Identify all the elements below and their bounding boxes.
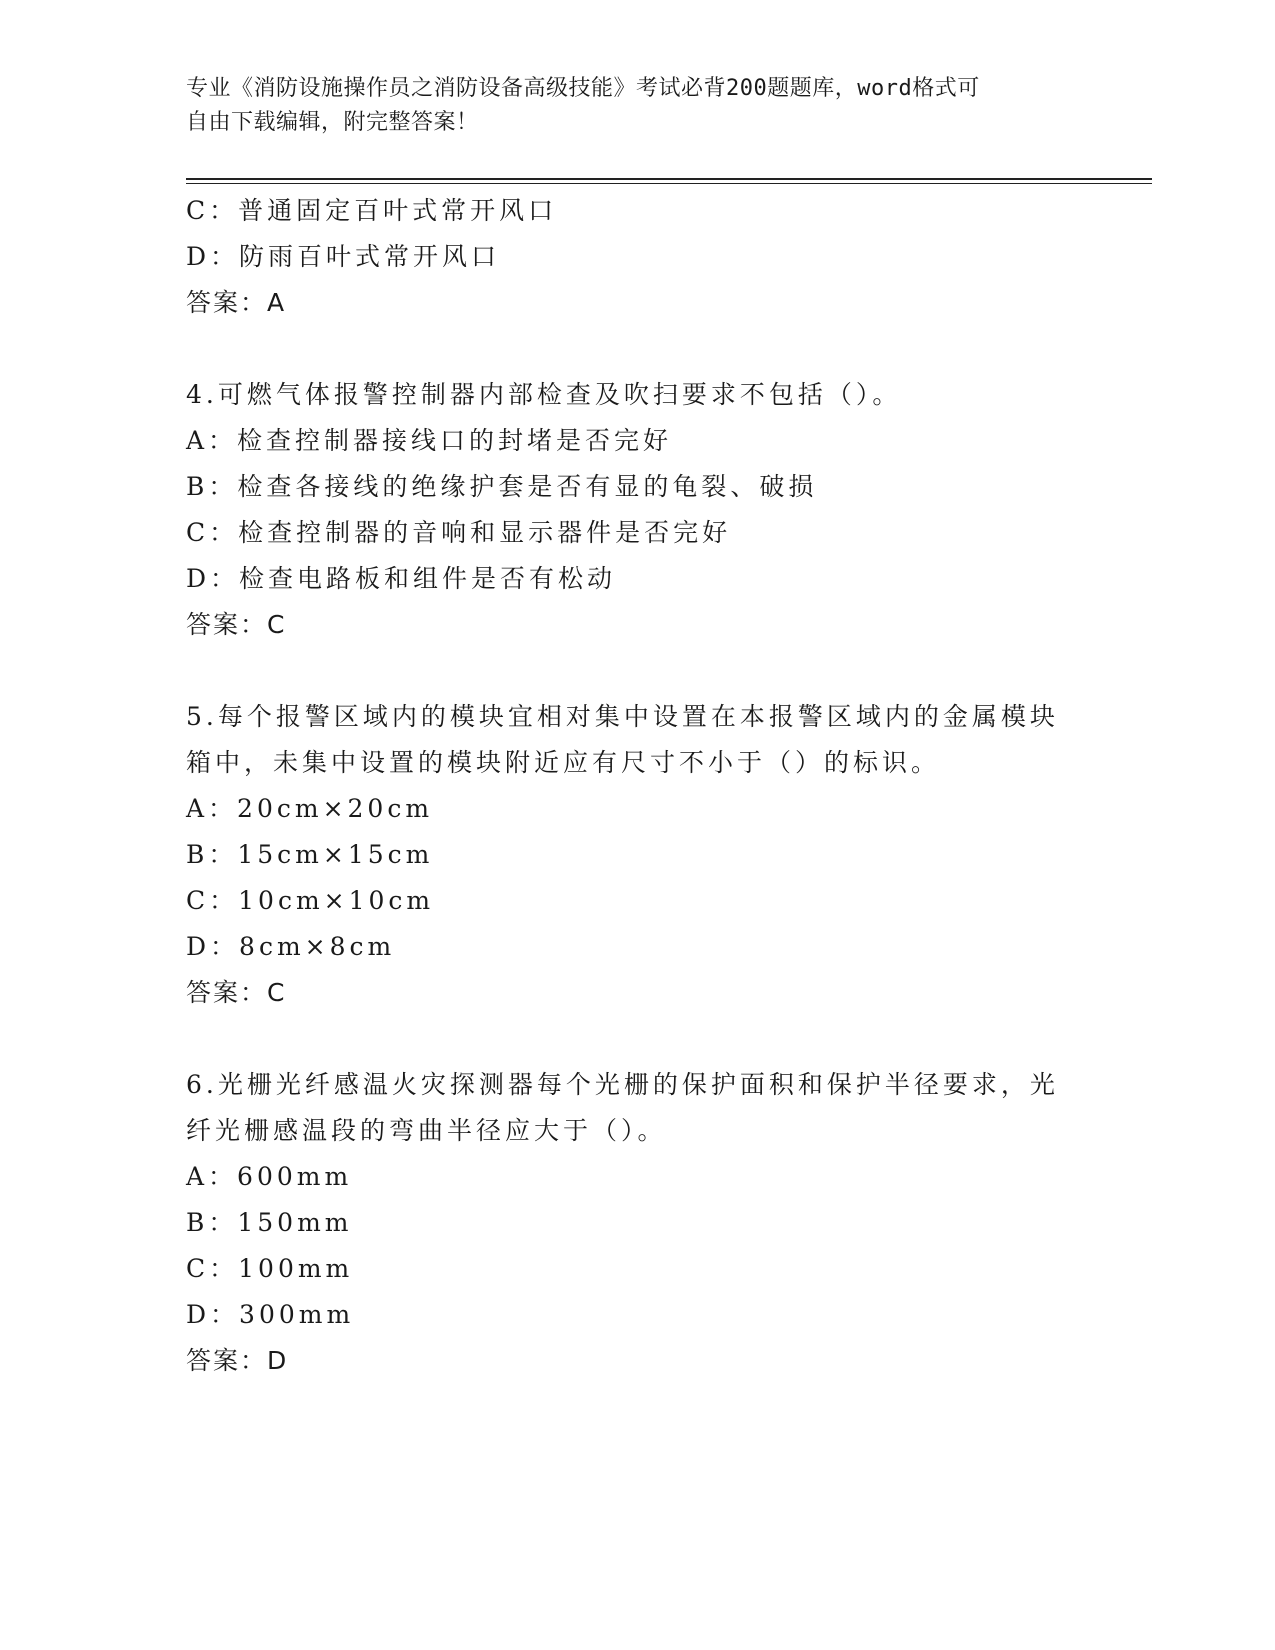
question-6-option-d: D：300mm xyxy=(186,1300,355,1329)
question-6-option-c: C：100mm xyxy=(186,1254,354,1283)
document-header xyxy=(186,72,1066,140)
question-6-stem-line-1: 6.光栅光纤感温火灾探测器每个光栅的保护面积和保护半径要求，光 xyxy=(186,1070,1059,1099)
question-5-stem-line-2: 箱中，未集中设置的模块附近应有尺寸不小于（）的标识。 xyxy=(186,748,941,777)
question-6 xyxy=(186,1062,1066,1384)
spacer xyxy=(186,326,1066,372)
question-4-answer: 答案：C xyxy=(186,610,287,639)
question-3-option-d: D：防雨百叶式常开风口 xyxy=(186,242,501,271)
question-4-option-a: A：检查控制器接线口的封堵是否完好 xyxy=(186,426,673,455)
header-title-line-2: 自由下载编辑，附完整答案！ xyxy=(186,110,479,135)
question-3-option-c: C：普通固定百叶式常开风口 xyxy=(186,196,558,225)
header-divider-thick xyxy=(186,178,1152,180)
question-6-stem-line-2: 纤光栅感温段的弯曲半径应大于（）。 xyxy=(186,1116,667,1145)
question-6-option-a: A：600mm xyxy=(186,1162,353,1191)
question-4-option-c: C：检查控制器的音响和显示器件是否完好 xyxy=(186,518,732,547)
question-6-answer: 答案：D xyxy=(186,1346,289,1375)
question-5-option-c: C：10cm×10cm xyxy=(186,886,435,915)
spacer xyxy=(186,1016,1066,1062)
question-5-option-a: A：20cm×20cm xyxy=(186,794,434,823)
spacer xyxy=(186,648,1066,694)
question-5-option-b: B：15cm×15cm xyxy=(186,840,434,869)
question-5 xyxy=(186,694,1066,1016)
question-5-answer: 答案：C xyxy=(186,978,287,1007)
question-4-option-b: B：检查各接线的绝缘护套是否有显的龟裂、破损 xyxy=(186,472,818,501)
question-6-option-b: B：150mm xyxy=(186,1208,353,1237)
header-divider-thin xyxy=(186,183,1152,184)
question-5-option-d: D：8cm×8cm xyxy=(186,932,396,961)
question-4-stem: 4.可燃气体报警控制器内部检查及吹扫要求不包括（）。 xyxy=(186,380,902,409)
header-title-line-1: 专业《消防设施操作员之消防设备高级技能》考试必背200题题库，word格式可 xyxy=(186,76,980,101)
question-4-option-d: D：检查电路板和组件是否有松动 xyxy=(186,564,617,593)
question-3-answer: 答案：A xyxy=(186,288,287,317)
question-3-tail xyxy=(186,188,1066,326)
question-5-stem-line-1: 5.每个报警区域内的模块宜相对集中设置在本报警区域内的金属模块 xyxy=(186,702,1059,731)
question-4 xyxy=(186,372,1066,648)
question-list xyxy=(186,188,1066,1384)
